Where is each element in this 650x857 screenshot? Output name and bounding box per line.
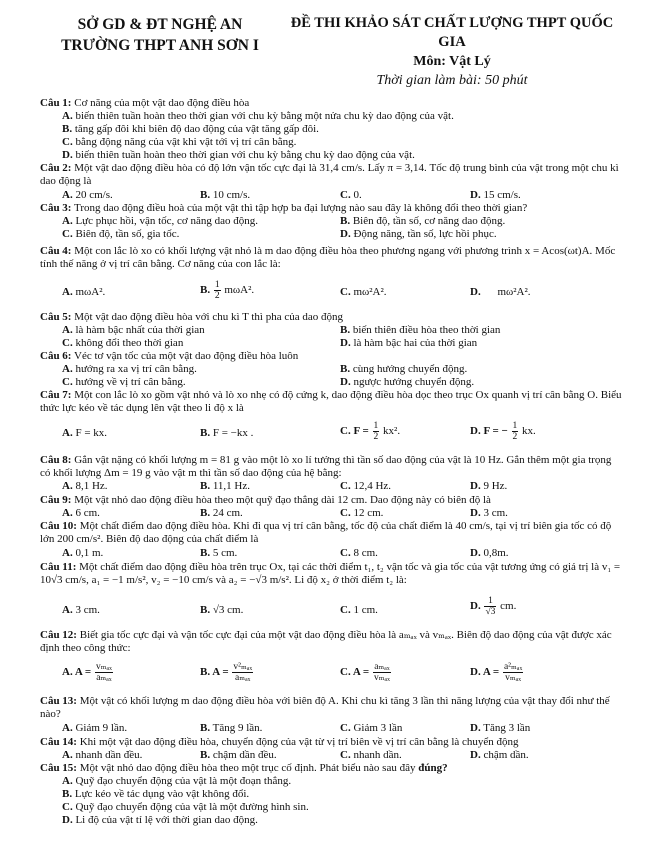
option-letter: C. xyxy=(340,749,351,761)
option-letter: D. xyxy=(470,189,481,201)
option-c: C. nhanh dần. xyxy=(340,749,402,761)
numerator: a²ₘₐₓ xyxy=(503,662,523,672)
option-a: A. 8,1 Hz. xyxy=(62,480,108,492)
option-letter: B. xyxy=(200,480,211,492)
question-2 xyxy=(40,162,622,188)
option-letter: D. xyxy=(340,337,351,349)
option-letter: C. xyxy=(340,480,351,492)
option-a: A. 20 cm/s. xyxy=(62,189,113,201)
question-5-options xyxy=(40,324,622,350)
option-d xyxy=(470,421,536,442)
denominator: aₘₐₓ xyxy=(96,673,112,683)
option-a: A. là hàm bậc nhất của thời gian xyxy=(62,324,205,336)
question-number: Câu 7: xyxy=(40,389,72,401)
option-letter: A. xyxy=(62,110,73,122)
option-letter: B. xyxy=(200,604,211,616)
option-letter: D. xyxy=(470,547,481,559)
option-b: B. chậm dần đều. xyxy=(200,749,277,761)
question-number: Câu 4: xyxy=(40,245,72,257)
question-7 xyxy=(40,389,622,415)
question-15-options xyxy=(40,775,622,827)
question-text: Một chất điểm dao động điều hòa. Khi đi qua vị trí cân bằng, tốc độ của chất điểm là 40 cm/s, tại vị trí biên gia tốc có độ lớn 200 cm/s². Biên độ dao động của chất điểm là xyxy=(40,520,612,545)
question-13 xyxy=(40,695,622,721)
option-letter: D. xyxy=(62,814,73,826)
exam-title: ĐỀ THI KHẢO SÁT CHẤT LƯỢNG THPT QUỐC GIA xyxy=(290,15,614,50)
denominator: vₘₐₓ xyxy=(505,673,522,683)
option-c: C. Quỹ đạo chuyển động của vật là một đường hình sin. xyxy=(62,801,309,813)
option-b: B. 11,1 Hz. xyxy=(200,480,251,492)
option-d: D. chậm dần. xyxy=(470,749,529,761)
question-number: Câu 12: xyxy=(40,629,77,641)
option-label: D. xyxy=(470,286,481,298)
fraction xyxy=(95,662,113,683)
option-c: C. 12,4 Hz. xyxy=(340,480,392,492)
question-7-options xyxy=(40,421,622,449)
option-c: C. hướng về vị trí cân bằng. xyxy=(62,376,186,388)
option-letter: B. xyxy=(62,123,73,135)
denominator: 2 xyxy=(512,432,518,442)
question-number: Câu 14: xyxy=(40,736,77,748)
option-label: A. A = xyxy=(62,666,92,679)
fraction xyxy=(232,662,253,683)
question-text: Một vật dao động điều hòa với chu kì T thì pha của dao động xyxy=(74,311,343,323)
option-text: kx². xyxy=(383,425,401,438)
option-letter: D. xyxy=(340,376,351,388)
option-letter: A. xyxy=(62,480,73,492)
option-letter: B. xyxy=(62,788,73,800)
option-letter: D. xyxy=(62,149,73,161)
denominator: 2 xyxy=(214,291,220,301)
question-text: Véc tơ vận tốc của một vật dao động điều hòa luôn xyxy=(74,350,299,362)
option-letter: C. xyxy=(62,136,73,148)
question-3-options xyxy=(40,215,622,241)
question-13-options xyxy=(40,722,622,735)
option-label: D. A = xyxy=(470,666,500,679)
question-11-options xyxy=(40,596,622,624)
option-letter: A. xyxy=(62,215,73,227)
option-d: D. 9 Hz. xyxy=(470,480,508,492)
question-number: Câu 3: xyxy=(40,202,72,214)
option-c: C. 12 cm. xyxy=(340,507,384,519)
option-d: D. 15 cm/s. xyxy=(470,189,521,201)
option-d: D. 3 cm. xyxy=(470,507,508,519)
option-label: C. F = xyxy=(340,425,369,438)
option-letter: A. xyxy=(62,286,73,298)
option-a: A. biến thiên tuần hoàn theo thời gian với chu kỳ bằng một nửa chu kỳ dao động của vật. xyxy=(62,110,454,122)
question-number: Câu 13: xyxy=(40,695,77,707)
option-letter: C. xyxy=(340,189,351,201)
option-b: B. biến thiên điều hòa theo thời gian xyxy=(340,324,501,336)
question-number: Câu 10: xyxy=(40,520,77,532)
option-letter: A. xyxy=(62,507,73,519)
fraction xyxy=(214,280,221,301)
option-b: B. F = −kx . xyxy=(200,427,254,439)
numerator: v²ₘₐₓ xyxy=(233,662,253,672)
option-a: A. F = kx. xyxy=(62,427,108,439)
option-b: B. Lực kéo về tác dụng vào vật không đổi. xyxy=(62,788,250,800)
option-letter: B. xyxy=(340,215,351,227)
option-a: A. 6 cm. xyxy=(62,507,100,519)
option-letter: C. xyxy=(340,507,351,519)
header-right xyxy=(282,14,622,90)
option-d: D. Động năng, tần số, lực hồi phục. xyxy=(340,228,497,240)
option-c xyxy=(340,421,400,442)
option-a: A. Lực phục hồi, vận tốc, cơ năng dao động. xyxy=(62,215,258,227)
department-name: SỞ GD & ĐT NGHỆ AN xyxy=(77,16,243,33)
numerator: 1 xyxy=(373,421,379,431)
option-letter: A. xyxy=(62,775,73,787)
option-letter: D. xyxy=(470,749,481,761)
question-number: Câu 6: xyxy=(40,350,72,362)
option-c: C. 0. xyxy=(340,189,362,201)
question-text: Một con lắc lò xo gồm vật nhỏ và lò xo nhẹ có độ cứng k, dao động điều hòa dọc theo trục Ox quanh vị trí cân bằng O. Biểu thức lực kéo về tác dụng lên vật theo li độ x là xyxy=(40,389,622,414)
option-letter: C. xyxy=(340,604,351,616)
numerator: 1 xyxy=(512,421,518,431)
option-label: D. xyxy=(470,600,481,613)
option-letter: B. xyxy=(200,427,211,439)
option-letter: C. xyxy=(62,337,73,349)
denominator: aₘₐₓ xyxy=(235,673,251,683)
denominator: 2 xyxy=(373,432,379,442)
option-d: D. Tăng 3 lần xyxy=(470,722,531,734)
option-letter: B. xyxy=(200,507,211,519)
option-c: C. Giảm 3 lần xyxy=(340,722,403,734)
option-d: D. Li độ của vật tỉ lệ với thời gian dao động. xyxy=(62,814,258,826)
question-text: Biết gia tốc cực đại và vận tốc cực đại của một vật dao động điều hòa là aₘₐₓ và vₘₐₓ. Biên độ dao động của vật được xác định theo công thức: xyxy=(40,629,612,654)
option-text: mωA². xyxy=(224,284,255,297)
fraction xyxy=(503,662,523,683)
question-text: Một vật nhỏ dao động điều hòa theo một quỹ đạo thẳng dài 12 cm. Dao động này có biên độ là xyxy=(74,494,491,506)
question-4-options xyxy=(40,280,622,308)
emphasis: đúng? xyxy=(418,762,448,774)
option-d: D. là hàm bậc hai của thời gian xyxy=(340,337,478,349)
fraction xyxy=(373,421,380,442)
option-d xyxy=(470,596,516,617)
denominator: √3 xyxy=(485,607,496,617)
question-text: Cơ năng của một vật dao động điều hòa xyxy=(74,97,250,109)
option-label: C. A = xyxy=(340,666,370,679)
option-letter: A. xyxy=(62,749,73,761)
option-letter: A. xyxy=(62,722,73,734)
option-c xyxy=(340,662,392,683)
option-letter: C. xyxy=(62,801,73,813)
option-text: mω²A². xyxy=(497,286,531,298)
option-label: B. A = xyxy=(200,666,229,679)
question-10 xyxy=(40,520,622,546)
question-6 xyxy=(40,350,622,363)
option-text: kx. xyxy=(522,425,536,438)
option-label: B. xyxy=(200,284,211,297)
option-letter: B. xyxy=(200,722,211,734)
option-d xyxy=(470,286,531,299)
numerator: 1 xyxy=(484,596,496,607)
option-letter: A. xyxy=(62,547,73,559)
option-letter: C. xyxy=(340,547,351,559)
option-b: B. cùng hướng chuyển động. xyxy=(340,363,468,375)
option-c: C. bằng động năng của vật khi vật tới vị trí cân bằng. xyxy=(62,136,297,148)
option-letter: C. xyxy=(340,286,351,298)
question-text: Một vật có khối lượng m dao động điều hòa với biên độ A. Khi chu kì tăng 3 lần thì năng lượng của vật thay đổi như thế nào? xyxy=(40,695,610,720)
duration: Thời gian làm bài: 50 phút xyxy=(376,73,528,88)
option-letter: C. xyxy=(62,228,73,240)
option-letter: B. xyxy=(200,749,211,761)
option-a: A. Giảm 9 lần. xyxy=(62,722,128,734)
fraction xyxy=(373,662,391,683)
question-1 xyxy=(40,97,622,110)
question-number: Câu 5: xyxy=(40,311,72,323)
question-14 xyxy=(40,736,622,749)
option-letter: B. xyxy=(200,547,211,559)
question-3 xyxy=(40,202,622,215)
question-9 xyxy=(40,494,622,507)
question-text: Khi một vật dao động điều hòa, chuyển động của vật từ vị trí biên về vị trí cân bằng là chuyển động xyxy=(79,736,519,748)
question-12-options xyxy=(40,662,622,694)
fraction xyxy=(512,421,519,442)
header-left xyxy=(40,14,280,56)
option-letter: A. xyxy=(62,189,73,201)
question-10-options xyxy=(40,547,622,560)
option-letter: D. xyxy=(340,228,351,240)
question-14-options xyxy=(40,749,622,762)
option-letter: D. xyxy=(470,722,481,734)
question-11 xyxy=(40,561,622,587)
denominator: vₘₐₓ xyxy=(373,673,390,683)
question-text: Trong dao động điều hoà của một vật thì tập hợp ba đại lượng nào sau đây là không đổi theo thời gian? xyxy=(74,202,528,214)
question-8-options xyxy=(40,480,622,493)
question-6-options xyxy=(40,363,622,389)
question-4 xyxy=(40,245,622,271)
question-number: Câu 15: xyxy=(40,762,77,774)
question-8 xyxy=(40,454,622,480)
option-text: cm. xyxy=(500,600,517,613)
question-2-options xyxy=(40,189,622,202)
question-text: Gắn vật nặng có khối lượng m = 81 g vào một lò xo lí tưởng thì tần số dao động của vật là 10 Hz. Gắn thêm một gia trọng có khối lượng Δm = 19 g vào vật m thì tần số dao động của hệ bằng: xyxy=(40,454,612,479)
question-9-options xyxy=(40,507,622,520)
option-letter: A. xyxy=(62,363,73,375)
question-text: Một chất điểm dao động điều hòa trên trục Ox, tại các thời điểm t₁, t₂ vận tốc và gia tốc của vật tương ứng có giá trị là v₁ = 10√3 cm/s, a₁ = −1 m/s², v₂ = −10 cm/s và a₂ = −√3 m/s². Li độ x₂ ở thời điểm t₂ là: xyxy=(40,561,621,586)
fraction xyxy=(484,596,496,617)
question-number: Câu 9: xyxy=(40,494,72,506)
option-d: D. ngược hướng chuyển động. xyxy=(340,376,475,388)
option-letter: A. xyxy=(62,427,73,439)
option-a: A. 0,1 m. xyxy=(62,547,104,559)
question-1-options xyxy=(40,110,622,162)
option-a: A. mωA². xyxy=(62,286,106,298)
question-number: Câu 2: xyxy=(40,162,72,174)
option-c: C. mω²A². xyxy=(340,286,387,298)
option-d xyxy=(470,662,524,683)
question-number: Câu 11: xyxy=(40,561,77,573)
numerator: vₘₐₓ xyxy=(95,662,112,672)
option-letter: D. xyxy=(470,480,481,492)
option-letter: C. xyxy=(340,722,351,734)
question-text: Một con lắc lò xo có khối lượng vật nhỏ là m dao động điều hòa theo phương ngang với phương trình x = Acos(ωt)A. Mốc tính thế năng ở vị trí cân bằng. Cơ năng của con lắc là: xyxy=(40,245,616,270)
option-b xyxy=(200,280,254,301)
option-a: A. nhanh dần đều. xyxy=(62,749,143,761)
option-b xyxy=(200,662,254,683)
school-name: TRƯỜNG THPT ANH SƠN I xyxy=(61,37,259,54)
question-number: Câu 1: xyxy=(40,97,72,109)
option-c: C. không đổi theo thời gian xyxy=(62,337,184,349)
option-a: A. 3 cm. xyxy=(62,604,100,616)
option-b: B. √3 cm. xyxy=(200,604,244,616)
option-letter: D. xyxy=(470,507,481,519)
option-b: B. Biên độ, tần số, cơ năng dao động. xyxy=(340,215,506,227)
option-c: C. 1 cm. xyxy=(340,604,378,616)
option-letter: A. xyxy=(62,604,73,616)
option-letter: A. xyxy=(62,324,73,336)
option-b: B. tăng gấp đôi khi biên độ dao động của vật tăng gấp đôi. xyxy=(62,123,319,135)
option-letter: B. xyxy=(200,189,211,201)
option-letter: B. xyxy=(340,324,351,336)
numerator: aₘₐₓ xyxy=(374,662,390,672)
option-a: A. Quỹ đạo chuyển động của vật là một đoạn thẳng. xyxy=(62,775,292,787)
option-a: A. hướng ra xa vị trí cân bằng. xyxy=(62,363,197,375)
option-d: D. biến thiên tuần hoàn theo thời gian với chu kỳ bằng chu kỳ dao động của vật. xyxy=(62,149,415,161)
question-5 xyxy=(40,311,622,324)
option-c: C. 8 cm. xyxy=(340,547,378,559)
option-d: D. 0,8m. xyxy=(470,547,509,559)
question-text: Một vật nhỏ dao động điều hòa theo một trục cố định. Phát biểu nào sau đây xyxy=(79,762,416,774)
option-letter: B. xyxy=(340,363,351,375)
option-letter: C. xyxy=(62,376,73,388)
question-text: Một vật dao động điều hòa có độ lớn vận tốc cực đại là 31,4 cm/s. Lấy π = 3,14. Tốc độ trung bình của vật trong một chu kì dao động là xyxy=(40,162,619,187)
question-number: Câu 8: xyxy=(40,454,72,466)
question-15 xyxy=(40,762,622,775)
option-a xyxy=(62,662,114,683)
option-c: C. Biên độ, tần số, gia tốc. xyxy=(62,228,180,240)
option-b: B. 24 cm. xyxy=(200,507,243,519)
numerator: 1 xyxy=(214,280,220,290)
subject: Môn: Vật Lý xyxy=(413,54,491,69)
question-12 xyxy=(40,629,622,655)
option-b: B. 10 cm/s. xyxy=(200,189,251,201)
option-b: B. Tăng 9 lần. xyxy=(200,722,263,734)
option-b: B. 5 cm. xyxy=(200,547,238,559)
option-label: D. F = − xyxy=(470,425,508,438)
